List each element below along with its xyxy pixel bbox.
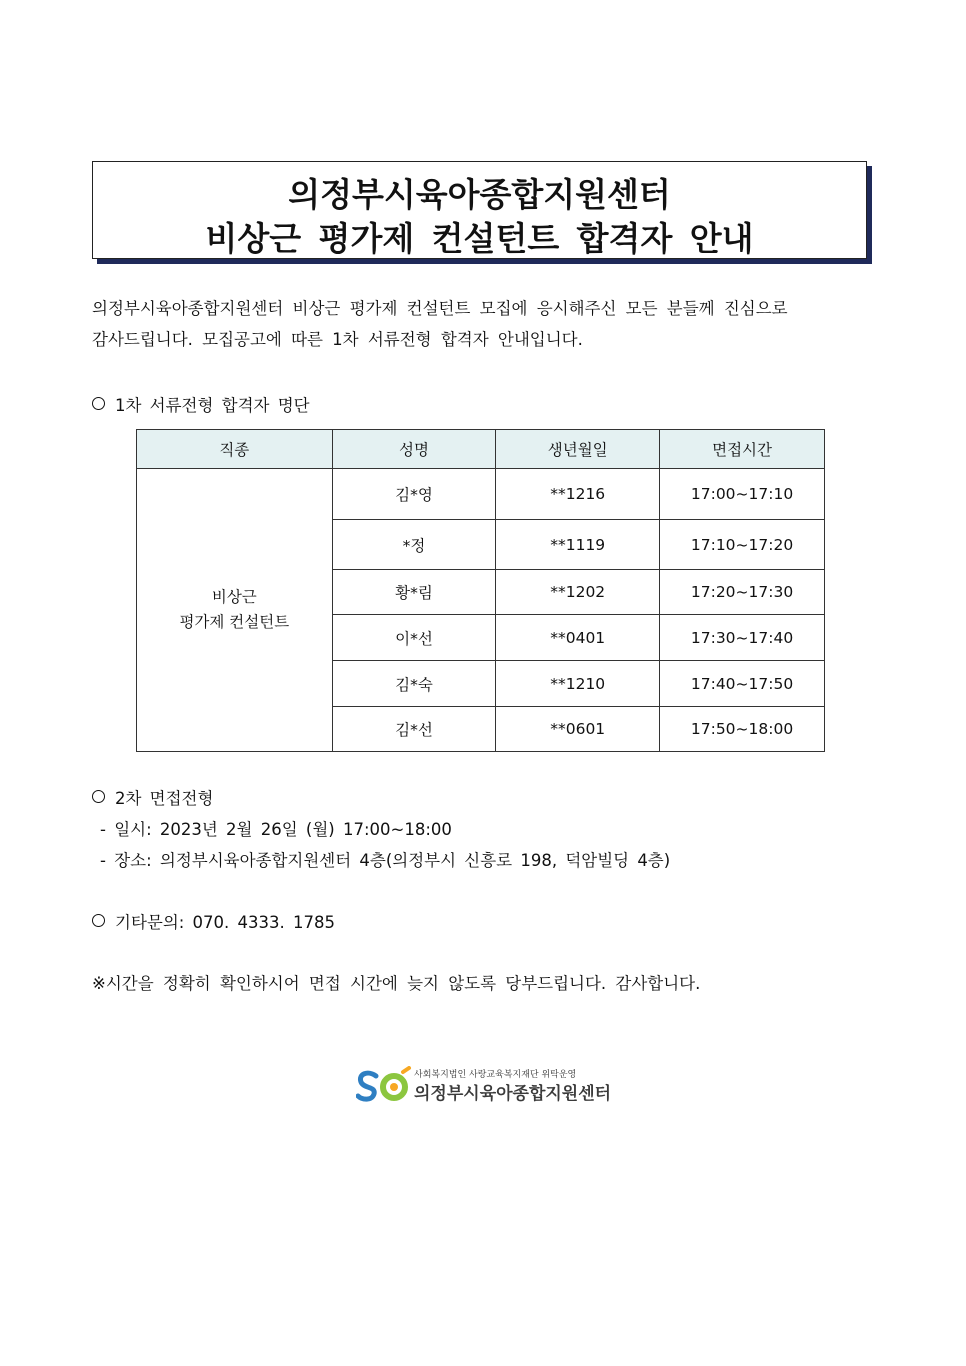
header-job: 직종 <box>137 430 333 469</box>
cell-birth: **1202 <box>496 570 660 615</box>
header-time: 면접시간 <box>660 430 825 469</box>
cell-time: 17:10~17:20 <box>660 520 825 570</box>
header-birth: 생년월일 <box>496 430 660 469</box>
title-line-2: 비상근 평가제 컨설턴트 합격자 안내 <box>205 219 754 258</box>
cell-time: 17:00~17:10 <box>660 469 825 520</box>
job-cell <box>137 469 333 752</box>
contact-info: 기타문의: 070. 4333. 1785 <box>115 913 336 932</box>
closing-note: ※시간을 정확히 확인하시어 면접 시간에 늦지 않도록 당부드립니다. 감사합니다. <box>92 974 701 993</box>
title-box <box>92 161 867 259</box>
center-logo <box>356 1064 616 1108</box>
section-3-heading <box>92 909 335 933</box>
circle-bullet-icon <box>92 914 105 927</box>
section-2-heading <box>92 785 213 809</box>
interview-place: - 장소: 의정부시육아종합지원센터 4층(의정부시 신흥로 198, 덕암빌딩 4층) <box>100 851 671 870</box>
cell-name: *정 <box>332 520 496 570</box>
cell-birth: **1210 <box>496 661 660 707</box>
cell-name: 이*선 <box>332 615 496 661</box>
section-1-title: 1차 서류전형 합격자 명단 <box>115 396 310 415</box>
circle-bullet-icon <box>92 790 105 803</box>
section-1-heading <box>92 392 310 416</box>
interview-date: - 일시: 2023년 2월 26일 (월) 17:00~18:00 <box>100 820 452 839</box>
cell-time: 17:20~17:30 <box>660 570 825 615</box>
table-row <box>137 469 825 520</box>
cell-name: 김*영 <box>332 469 496 520</box>
cell-name: 김*숙 <box>332 661 496 707</box>
cell-name: 김*선 <box>332 707 496 752</box>
cell-birth: **1119 <box>496 520 660 570</box>
cell-birth: **1216 <box>496 469 660 520</box>
intro-line-2: 감사드립니다. 모집공고에 따른 1차 서류전형 합격자 안내입니다. <box>92 330 583 349</box>
cell-time: 17:40~17:50 <box>660 661 825 707</box>
cell-birth: **0601 <box>496 707 660 752</box>
intro-line-1: 의정부시육아종합지원센터 비상근 평가제 컨설턴트 모집에 응시해주신 모든 분들께 진심으로 <box>92 299 788 318</box>
circle-bullet-icon <box>92 397 105 410</box>
logo-small-text: 사회복지법인 사랑교육복지재단 위탁운영 <box>414 1070 577 1080</box>
header-name: 성명 <box>332 430 496 469</box>
logo-name: 의정부시육아종합지원센터 <box>414 1084 612 1104</box>
job-line-1: 비상근 <box>211 588 257 606</box>
cell-time: 17:50~18:00 <box>660 707 825 752</box>
section-2-title: 2차 면접전형 <box>115 789 214 808</box>
cell-time: 17:30~17:40 <box>660 615 825 661</box>
job-line-2: 평가제 컨설턴트 <box>179 613 290 631</box>
passers-table <box>136 429 825 752</box>
title-line-1: 의정부시육아종합지원센터 <box>288 175 671 214</box>
cell-name: 황*림 <box>332 570 496 615</box>
center-logo-icon <box>356 1066 414 1106</box>
cell-birth: **0401 <box>496 615 660 661</box>
table-header-row <box>137 430 825 469</box>
